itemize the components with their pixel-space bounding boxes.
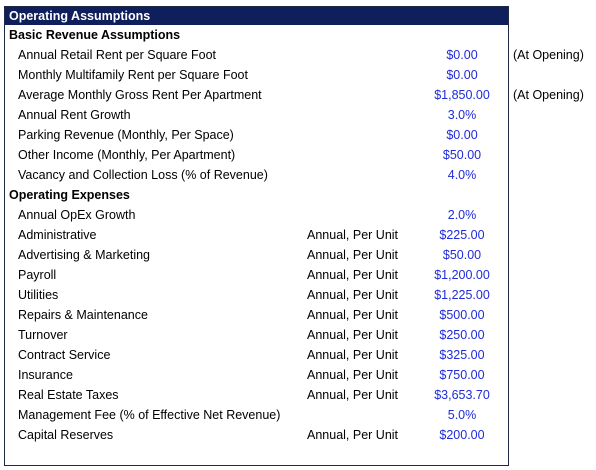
- row-value: 5.0%: [447, 408, 477, 422]
- table-row: [5, 265, 508, 285]
- table-row: [5, 305, 508, 325]
- row-label: Annual Rent Growth: [18, 108, 131, 122]
- expense-rows: [5, 205, 508, 445]
- row-value: $250.00: [439, 328, 485, 342]
- revenue-rows: [5, 45, 584, 185]
- row-label: Advertising & Marketing: [18, 248, 151, 262]
- table-title: Operating Assumptions: [5, 7, 508, 25]
- table-row: [5, 45, 584, 65]
- row-unit: Annual, Per Unit: [307, 308, 399, 322]
- row-label: Turnover: [18, 328, 68, 342]
- row-label: Annual OpEx Growth: [18, 208, 136, 222]
- table-row: [5, 345, 508, 365]
- row-unit: Annual, Per Unit: [307, 228, 399, 242]
- row-unit: Annual, Per Unit: [307, 268, 399, 282]
- table-row: [5, 245, 508, 265]
- row-unit: Annual, Per Unit: [307, 428, 399, 442]
- table-row: [5, 205, 508, 225]
- row-value: 2.0%: [447, 208, 477, 222]
- operating-assumptions-table: [4, 6, 584, 466]
- row-label: Parking Revenue (Monthly, Per Space): [18, 128, 234, 142]
- row-value: $0.00: [446, 68, 478, 82]
- row-value: $200.00: [439, 428, 485, 442]
- row-label: Insurance: [18, 368, 73, 382]
- row-label: Real Estate Taxes: [18, 388, 119, 402]
- table-row: [5, 385, 508, 405]
- row-unit: Annual, Per Unit: [307, 388, 399, 402]
- table-row: [5, 425, 508, 445]
- table-row: [5, 65, 508, 85]
- row-value: $750.00: [439, 368, 485, 382]
- revenue-section-heading: Basic Revenue Assumptions: [9, 28, 181, 42]
- row-note: (At Opening): [513, 88, 584, 102]
- row-unit: Annual, Per Unit: [307, 248, 399, 262]
- row-label: Management Fee (% of Effective Net Revenue): [18, 408, 281, 422]
- table-row: [5, 145, 508, 165]
- row-label: Repairs & Maintenance: [18, 308, 148, 322]
- row-label: Other Income (Monthly, Per Apartment): [18, 148, 236, 162]
- row-value: $50.00: [442, 248, 482, 262]
- row-value: $3,653.70: [434, 388, 490, 402]
- row-label: Capital Reserves: [18, 428, 114, 442]
- table-row: [5, 225, 508, 245]
- table-row: [5, 365, 508, 385]
- row-value: $50.00: [442, 148, 482, 162]
- row-label: Contract Service: [18, 348, 111, 362]
- row-value: $1,225.00: [434, 288, 490, 302]
- row-value: 3.0%: [447, 108, 477, 122]
- row-unit: Annual, Per Unit: [307, 328, 399, 342]
- row-label: Utilities: [18, 288, 59, 302]
- row-value: $500.00: [439, 308, 485, 322]
- table-row: [5, 325, 508, 345]
- table-row: [5, 125, 508, 145]
- row-label: Administrative: [18, 228, 97, 242]
- row-value: $0.00: [446, 48, 478, 62]
- row-value: $325.00: [439, 348, 485, 362]
- row-value: $225.00: [439, 228, 485, 242]
- row-label: Average Monthly Gross Rent Per Apartment: [18, 88, 262, 102]
- table-row: [5, 85, 584, 105]
- row-value: $1,850.00: [434, 88, 490, 102]
- table-row: [5, 165, 508, 185]
- row-unit: Annual, Per Unit: [307, 288, 399, 302]
- row-note: (At Opening): [513, 48, 584, 62]
- row-value: 4.0%: [447, 168, 477, 182]
- row-label: Annual Retail Rent per Square Foot: [18, 48, 217, 62]
- table-row: [5, 285, 508, 305]
- row-value: $0.00: [446, 128, 478, 142]
- row-value: $1,200.00: [434, 268, 490, 282]
- row-label: Monthly Multifamily Rent per Square Foot: [18, 68, 248, 82]
- row-unit: Annual, Per Unit: [307, 368, 399, 382]
- expenses-section-heading: Operating Expenses: [9, 188, 130, 202]
- row-unit: Annual, Per Unit: [307, 348, 399, 362]
- table-row: [5, 405, 508, 425]
- row-label: Payroll: [18, 268, 57, 282]
- table-row: [5, 105, 508, 125]
- row-label: Vacancy and Collection Loss (% of Revenue): [18, 168, 268, 182]
